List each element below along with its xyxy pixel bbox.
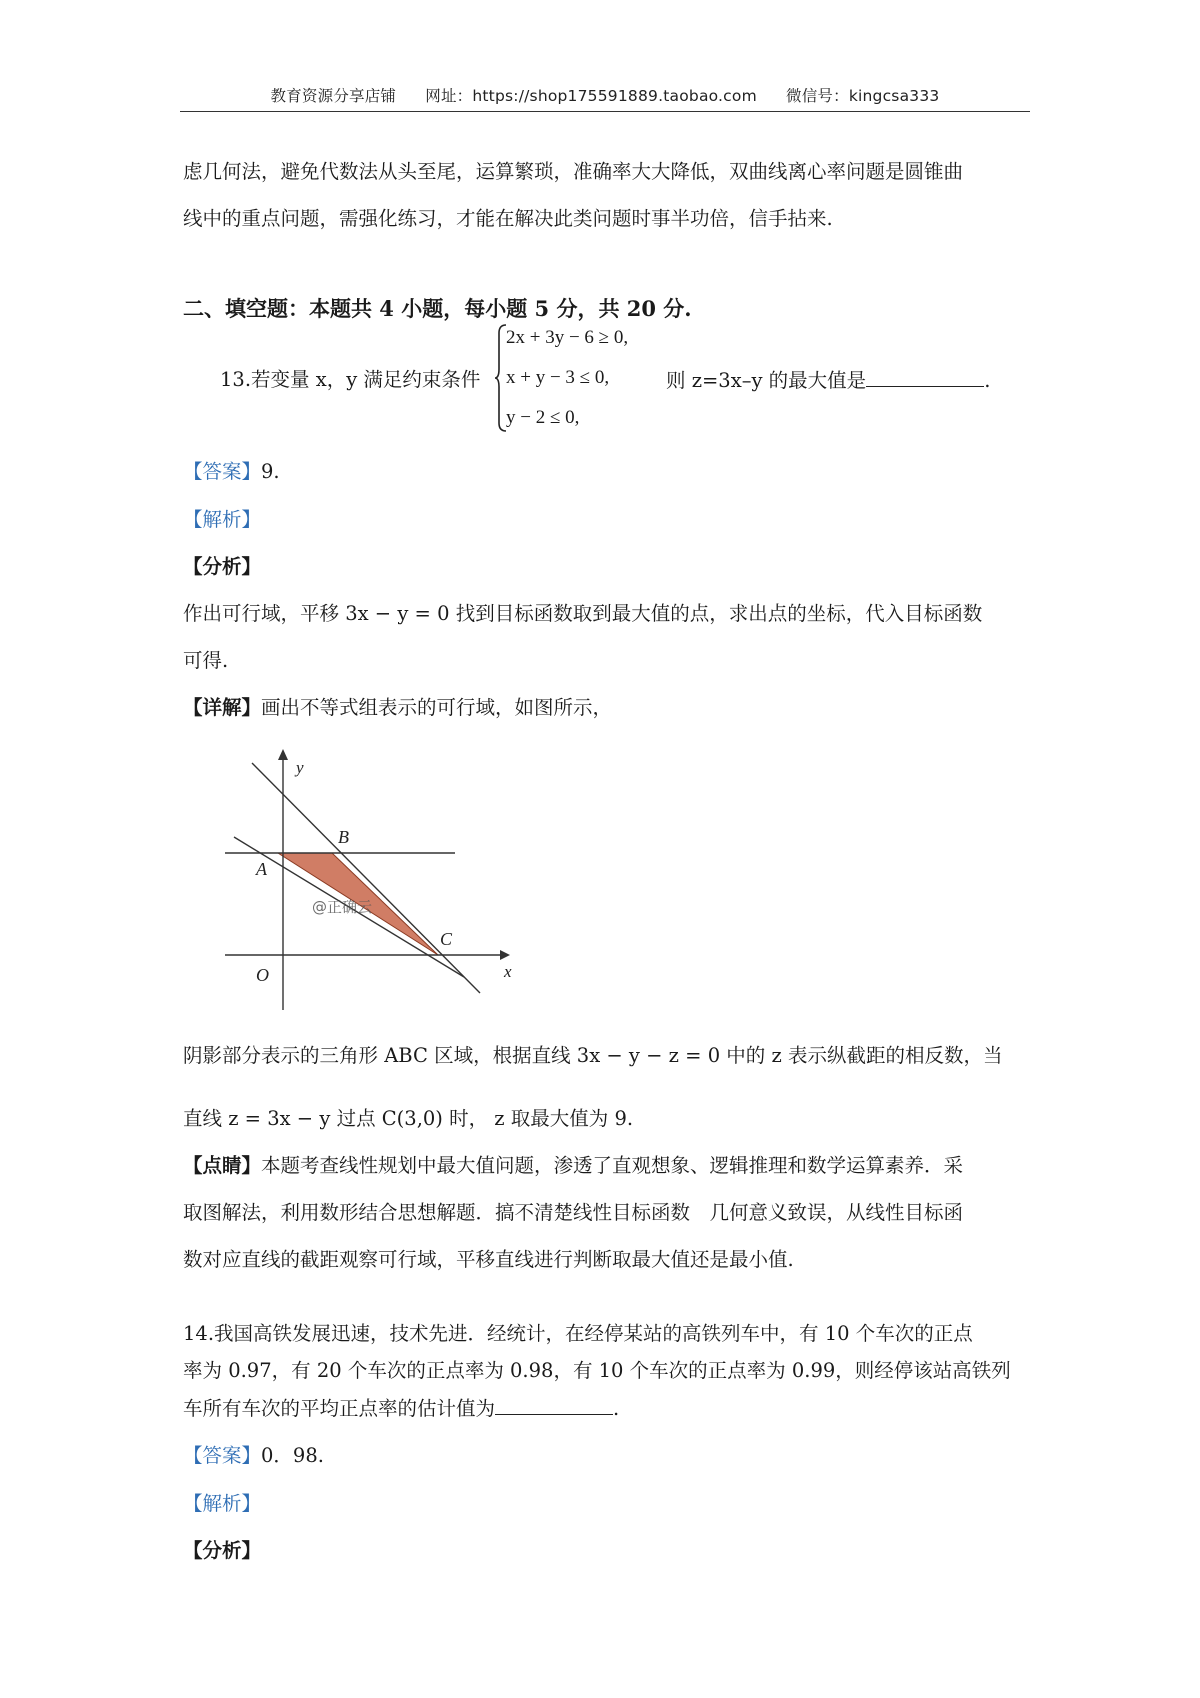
q13-comment-tag: 【点睛】 [183,1154,262,1177]
q14-line-3: 车所有车次的平均正点率的估计值为 [183,1397,496,1420]
section-title: 二、填空题：本题共 4 小题，每小题 5 分，共 20 分. [183,296,692,321]
q13-comment-line-1 [183,1152,963,1180]
q14-analysis-line [183,1490,261,1518]
q13-fenxi-text-1: 作出可行域，平移 3x − y = 0 找到目标函数取到最大值的点，求出点的坐标，代入目标函数 [183,602,983,625]
q13-period: . [984,369,991,392]
q13-analysis-line [183,506,261,534]
q14-fenxi-tag: 【分析】 [183,1539,262,1562]
q14-period: . [613,1397,620,1420]
q14-answer-blank [495,1394,613,1415]
line-x-plus-y-minus-3 [252,763,480,993]
q13-comment-3: 数对应直线的截距观察可行域，平移直线进行判断取最大值还是最小值. [183,1248,794,1271]
q13-suffix-line [666,366,990,395]
q13-constraint-system [494,323,664,433]
label-c: C [440,929,453,949]
q13-comment-2: 取图解法，利用数形结合思想解题．搞不清楚线性目标函数 几何意义致误，从线性目标函 [183,1201,964,1224]
q14-analysis-tag: 【解析】 [183,1492,262,1515]
q13-after-1: 阴影部分表示的三角形 ABC 区域，根据直线 3x − y − z = 0 中的 z 表示纵截距的相反数，当 [183,1044,1003,1067]
q14-fenxi-line [183,1537,261,1565]
label-b: B [338,827,349,847]
q14-answer: 0．98. [261,1444,324,1467]
header-rule [180,111,1030,112]
header-shop: 教育资源分享店铺 [270,87,397,105]
q13-comment-1: 本题考查线性规划中最大值问题，渗透了直观想象、逻辑推理和数学运算素养．采 [261,1154,964,1177]
q13-fenxi-line [183,553,261,581]
label-y: y [296,758,304,777]
q14-line-1: 14.我国高铁发展迅速，技术先进．经统计，在经停某站的高铁列车中，有 10 个车次的正点 [183,1322,973,1345]
q13-suffix: 则 z=3x–y 的最大值是 [666,369,867,392]
label-x: x [504,962,512,981]
y-axis-arrow-icon [278,749,288,760]
q13-eq-3: y − 2 ≤ 0, [506,407,580,428]
q13-eq-1: 2x + 3y − 6 ≥ 0, [506,327,629,348]
q13-answer: 9. [261,460,280,483]
intro-line-1: 虑几何法，避免代数法从头至尾，运算繁琐，准确率大大降低，双曲线离心率问题是圆锥曲 [183,160,964,183]
label-a: A [256,859,267,879]
intro-line-2: 线中的重点问题，需强化练习，才能在解决此类问题时事半功倍，信手拈来. [183,207,833,230]
q13-prefix: 13.若变量 x，y 满足约束条件 [220,368,481,391]
header-url: 网址：https://shop175591889.taobao.com [425,87,757,105]
q13-detail-text: 画出不等式组表示的可行域，如图所示， [261,696,613,719]
q14-answer-line [183,1442,324,1470]
q13-analysis-tag: 【解析】 [183,508,262,531]
q14-answer-tag: 【答案】 [183,1444,262,1467]
q13-eq-2: x + y − 3 ≤ 0, [506,367,610,388]
page-header [180,84,1030,106]
x-axis-arrow-icon [500,950,510,960]
header-wechat: 微信号：kingcsa333 [786,87,940,105]
q13-answer-blank [866,366,984,387]
feasible-region-graph [220,745,520,1015]
watermark-text: @正确云 [312,898,373,916]
q14-line-2: 率为 0.97，有 20 个车次的正点率为 0.98，有 10 个车次的正点率为 0.99，则经停该站高铁列 [183,1359,1011,1382]
q13-detail-line [183,694,612,722]
q14-line-3-wrap [183,1394,619,1423]
q13-answer-line [183,458,280,486]
label-o: O [256,965,269,985]
q13-fenxi-text-2: 可得. [183,649,229,672]
q13-after-2: 直线 z = 3x − y 过点 C(3,0) 时， z 取最大值为 9. [183,1107,634,1130]
q13-answer-tag: 【答案】 [183,460,262,483]
q13-detail-tag: 【详解】 [183,696,262,719]
q13-fenxi-tag: 【分析】 [183,555,262,578]
